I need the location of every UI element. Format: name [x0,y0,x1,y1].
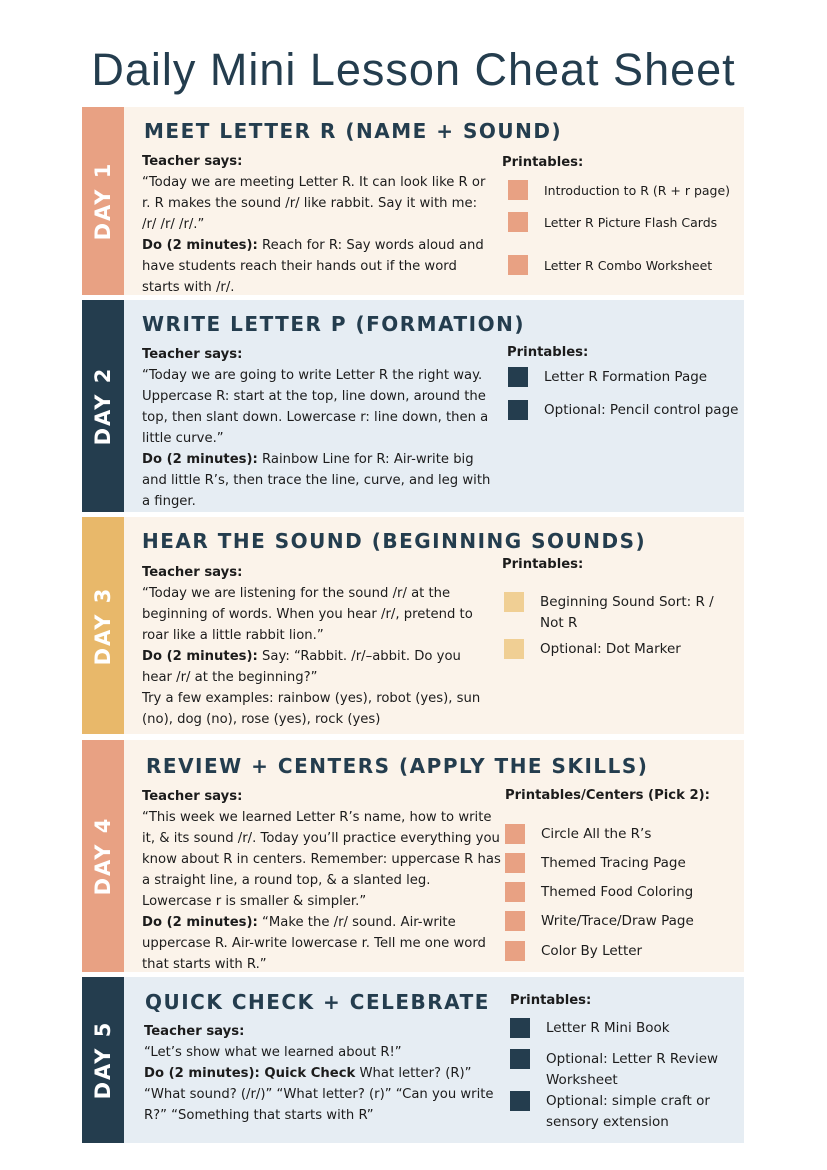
day-1-tab [82,107,124,295]
peach-square-icon [505,882,525,902]
day-4-printables [505,788,740,811]
day-5-label: DAY 5 [91,1020,115,1100]
teacher-says-label: Teacher says: [142,789,243,804]
day-2-label: DAY 2 [91,366,115,446]
peach-square-icon [508,255,528,275]
do-text: What letter? (R)” “What sound? (/r/)” “What letter? (r)” “Can you write R?” “Something that starts with R” [144,1066,494,1123]
day-4-section [82,740,744,972]
do-label: Do (2 minutes): [142,452,258,467]
teacher-says-label: Teacher says: [142,154,243,169]
do-text: Say: “Rabbit. /r/–abbit. Do you hear /r/ at the beginning?” [142,649,461,685]
printable-item [510,1018,736,1039]
printables-label: Printables: [502,557,584,572]
printable-label: Letter R Combo Worksheet [544,258,713,273]
printables-label: Printables: [502,155,584,170]
navy-square-icon [508,400,528,420]
teacher-text: “Today we are listening for the sound /r/ at the beginning of words. When you hear /r/, pretend to roar like a little rabbit lion.” [142,586,473,643]
printable-item [510,1091,736,1133]
teacher-text: “This week we learned Letter R’s name, how to write it, & its sound /r/. Today you’ll practice everything you know about R in centers. Remember: uppercase R has a straight line, a round top, & a slanted leg. Lowercase r is smaller & simpler.” [142,810,501,909]
printables-label: Printables/Centers (Pick 2): [505,788,710,803]
day-2-panel [124,300,744,512]
printable-item [508,367,744,388]
do-label: Do (2 minutes): [142,238,258,253]
mustard-square-icon [504,639,524,659]
day-3-panel [124,517,744,734]
printable-label: Write/Trace/Draw Page [541,913,694,929]
day-2-printables [507,345,737,368]
day-5-section [82,977,744,1143]
printable-item [505,911,694,932]
do-text: “Make the /r/ sound. Air-write uppercase R. Air-write lowercase r. Tell me one word that starts with R.” [142,915,486,972]
peach-square-icon [505,911,525,931]
day-4-panel [124,740,744,972]
printable-label: Letter R Mini Book [546,1020,670,1036]
printable-label: Optional: simple craft or sensory extension [546,1093,710,1130]
day-1-panel [124,107,744,295]
teacher-text: “Today we are meeting Letter R. It can look like R or r. R makes the sound /r/ like rabbit. Say it with me: /r/ /r/ /r/.” [142,175,486,232]
peach-square-icon [508,180,528,200]
day-2-section [82,300,744,512]
day-3-body [142,562,492,730]
day-1-heading: MEET LETTER R (NAME + SOUND) [144,119,563,143]
day-2-body [142,344,492,512]
teacher-says-label: Teacher says: [144,1024,245,1039]
printable-item [508,180,730,201]
printable-label: Themed Food Coloring [541,884,694,900]
day-5-body [144,1021,494,1126]
page-title: Daily Mini Lesson Cheat Sheet [91,44,736,95]
printable-item [505,882,693,903]
do-text: Reach for R: Say words aloud and have students reach their hands out if the word starts with /r/. [142,238,484,295]
day-5-printables [510,993,740,1016]
day-2-heading: WRITE LETTER P (FORMATION) [142,312,525,336]
printables-label: Printables: [510,993,592,1008]
day-5-heading: QUICK CHECK + CELEBRATE [145,990,490,1014]
day-1-printables [502,155,732,178]
peach-square-icon [508,212,528,232]
printable-item [508,400,744,421]
printable-label: Color By Letter [541,943,643,959]
printable-label: Beginning Sound Sort: R / Not R [540,594,714,631]
printable-item [508,212,717,233]
printable-item [505,853,686,874]
do-label: Do (2 minutes): Quick Check [144,1066,356,1081]
printable-label: Circle All the R’s [541,826,652,842]
navy-square-icon [510,1091,530,1111]
printable-item [508,255,712,276]
day-5-panel [124,977,744,1143]
day-3-label: DAY 3 [91,586,115,665]
printable-label: Optional: Letter R Review Worksheet [546,1051,719,1088]
do-text: Rainbow Line for R: Air-write big and little R’s, then trace the line, curve, and leg with a finger. [142,452,491,509]
printable-item [510,1049,736,1091]
day-4-tab [82,740,124,972]
teacher-text: “Let’s show what we learned about R!” [144,1045,402,1060]
peach-square-icon [505,853,525,873]
day-3-tab [82,517,124,734]
mustard-square-icon [504,592,524,612]
do-label: Do (2 minutes): [142,915,258,930]
printable-label: Themed Tracing Page [541,855,686,871]
examples-text: Try a few examples: rainbow (yes), robot (yes), sun (no), dog (no), rose (yes), rock (yes) [142,691,481,727]
printable-label: Letter R Picture Flash Cards [544,215,718,230]
teacher-text: “Today we are going to write Letter R the right way. Uppercase R: start at the top, line down, around the top, then slant down. Lowercase r: line down, then a little curve.” [142,368,489,446]
day-5-tab [82,977,124,1143]
teacher-says-label: Teacher says: [142,565,243,580]
day-1-section [82,107,744,295]
printable-item [504,592,725,634]
printable-item [505,824,651,845]
printable-label: Optional: Dot Marker [540,641,681,657]
printable-label: Introduction to R (R + r page) [544,183,731,198]
day-1-label: DAY 1 [91,161,115,241]
day-4-label: DAY 4 [91,816,115,896]
printable-label: Letter R Formation Page [544,369,708,385]
day-3-printables [502,557,732,580]
printable-item [505,941,642,962]
navy-square-icon [508,367,528,387]
peach-square-icon [505,941,525,961]
day-1-body [142,151,492,298]
day-3-section [82,517,744,734]
day-4-heading: REVIEW + CENTERS (APPLY THE SKILLS) [146,754,649,778]
day-4-body [142,786,502,975]
day-3-heading: HEAR THE SOUND (BEGINNING SOUNDS) [142,529,647,553]
printables-label: Printables: [507,345,589,360]
teacher-says-label: Teacher says: [142,347,243,362]
peach-square-icon [505,824,525,844]
printable-item [504,639,740,660]
day-2-tab [82,300,124,512]
navy-square-icon [510,1049,530,1069]
printable-label: Optional: Pencil control page [544,402,739,418]
do-label: Do (2 minutes): [142,649,258,664]
navy-square-icon [510,1018,530,1038]
